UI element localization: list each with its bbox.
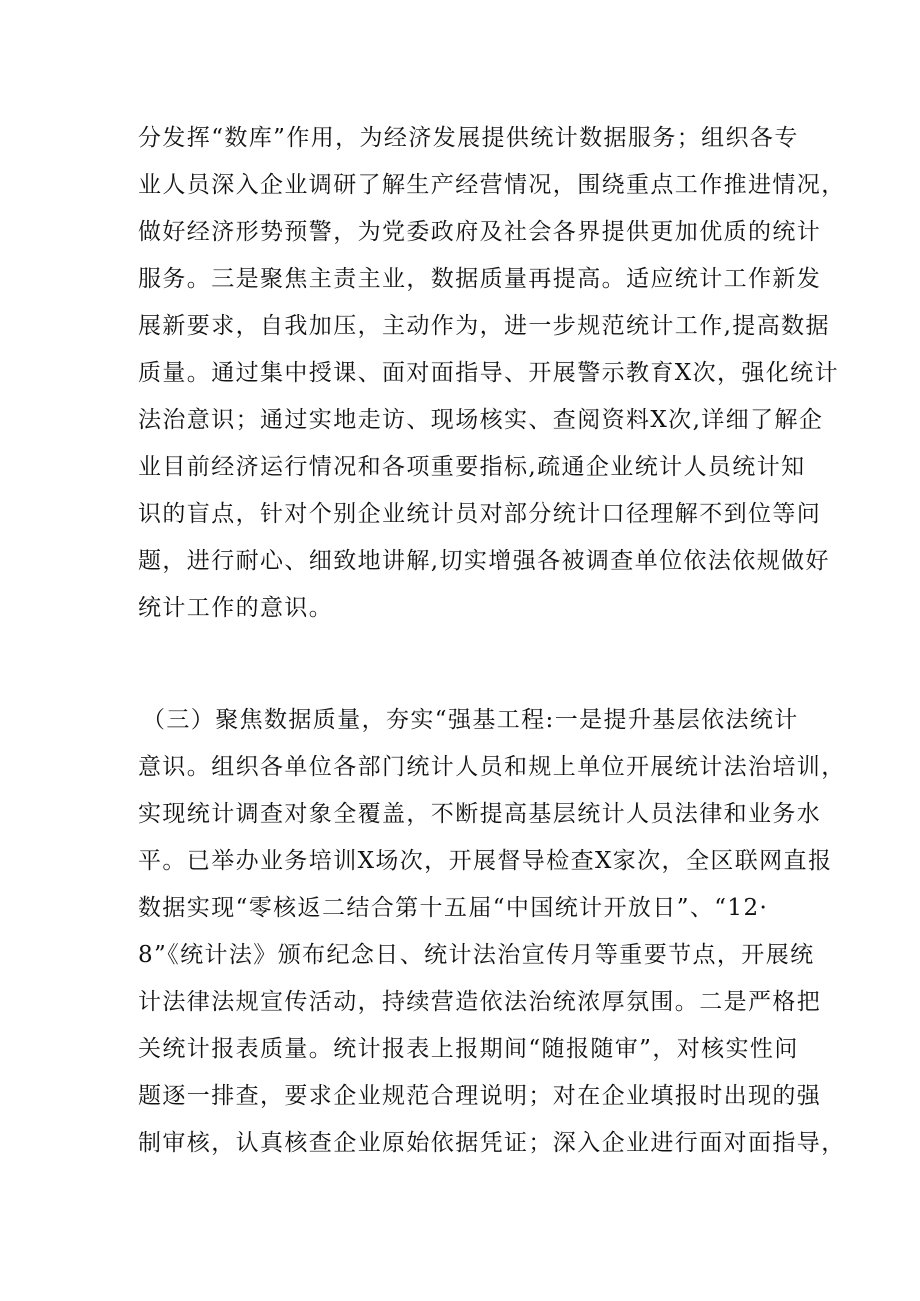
- paragraph-line: 平。已举办业务培训X场次，开展督导检查X家次，全区联网直报: [138, 848, 833, 874]
- paragraph-line: 实现统计调查对象全覆盖，不断提高基层统计人员法律和业务水: [138, 801, 822, 827]
- paragraph-line: 服务。三是聚焦主责主业，数据质量再提高。适应统计工作新发: [138, 266, 822, 292]
- paragraph-line: 业目前经济运行情况和各项重要指标,疏通企业统计人员统计知: [138, 454, 806, 480]
- paragraph-line: 质量。通过集中授课、面对面指导、开展警示教育X次，强化统计: [138, 360, 839, 386]
- paragraph-line: 法治意识；通过实地走访、现场核实、查阅资料X次,详细了解企: [138, 407, 824, 433]
- paragraph-line: 意识。组织各单位各部门统计人员和规上单位开展统计法治培训，: [138, 754, 846, 780]
- paragraph-line: 做好经济形势预警，为党委政府及社会各界提供更加优质的统计: [138, 219, 822, 245]
- paragraph-line: 展新要求，自我加压，主动作为，进一步规范统计工作,提高数据: [138, 313, 830, 339]
- paragraph-line: 8”《统计法》颁布纪念日、统计法治宣传月等重要节点，开展统: [138, 942, 815, 968]
- paragraph-line: 分发挥“数库”作用，为经济发展提供统计数据服务；组织各专: [138, 125, 799, 151]
- paragraph-line: 识的盲点，针对个别企业统计员对部分统计口径理解不到位等问: [138, 501, 822, 527]
- paragraph-line: 制审核，认真核查企业原始依据凭证；深入企业进行面对面指导，: [138, 1130, 846, 1156]
- paragraph-line: 计法律法规宣传活动，持续营造依法治统浓厚氛围。二是严格把: [138, 989, 822, 1015]
- paragraph-line: 题逐一排查，要求企业规范合理说明；对在企业填报时出现的强: [138, 1083, 822, 1109]
- paragraph-line: 数据实现“零核返二结合第十五届“中国统计开放日”、“12·: [138, 895, 769, 921]
- paragraph-line: 题，进行耐心、细致地讲解,切实增强各被调查单位依法依规做好: [138, 548, 830, 574]
- paragraph-line: 统计工作的意识。: [138, 595, 334, 621]
- paragraph-line: 关统计报表质量。统计报表上报期间“随报随审”，对核实性问: [138, 1036, 799, 1062]
- paragraph-line: 业人员深入企业调研了解生产经营情况，围绕重点工作推进情况，: [138, 172, 846, 198]
- paragraph-line: （三）聚焦数据质量，夯实“强基工程:一是提升基层依法统计: [142, 707, 799, 733]
